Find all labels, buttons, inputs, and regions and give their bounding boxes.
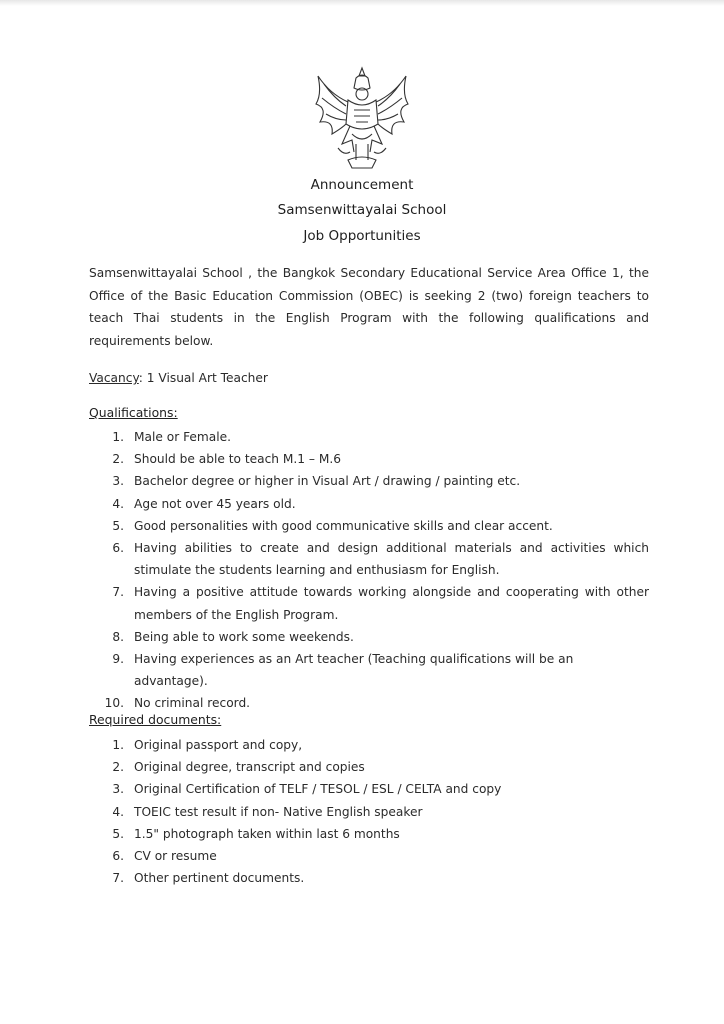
item-number: 8.: [112, 629, 124, 644]
list-item: [89, 470, 649, 492]
item-number: 7.: [112, 871, 124, 886]
list-item: [89, 493, 649, 515]
item-number: 5.: [112, 518, 124, 533]
list-item: [89, 778, 649, 800]
item-text: Bachelor degree or higher in Visual Art / drawing / painting etc.: [134, 474, 521, 489]
item-number: 2.: [112, 760, 124, 775]
item-number: 1.: [112, 430, 124, 444]
list-item: [89, 448, 649, 470]
school-name-heading: Samsenwittayalai School: [277, 202, 447, 218]
item-number: 5.: [112, 826, 124, 841]
job-opportunities-heading: Job Opportunities: [303, 228, 421, 244]
item-number: 10.: [104, 696, 124, 711]
list-item: [89, 537, 649, 581]
required-documents-title: Required documents:: [89, 712, 222, 727]
vacancy-label: Vacancy: [89, 371, 139, 385]
list-item: [89, 801, 649, 823]
list-item: [89, 823, 649, 845]
item-number: 6.: [112, 849, 124, 864]
item-number: 7.: [112, 585, 124, 600]
list-item: [89, 626, 649, 648]
item-text: Other pertinent documents.: [134, 871, 305, 886]
announcement-heading: Announcement: [310, 177, 414, 193]
item-text: Should be able to teach M.1 – M.6: [134, 452, 341, 467]
item-number: 6.: [112, 541, 124, 556]
list-item: [89, 867, 649, 889]
qualifications-title: Qualifications:: [89, 405, 178, 420]
vacancy-value: : 1 Visual Art Teacher: [138, 371, 268, 385]
item-text: CV or resume: [134, 849, 217, 864]
item-text: Original Certification of TELF / TESOL / ESL / CELTA and copy: [134, 782, 502, 797]
item-number: 1.: [112, 738, 124, 752]
list-item: [89, 734, 649, 756]
list-item: [89, 845, 649, 867]
garuda-emblem-icon: [312, 64, 412, 172]
item-number: 3.: [112, 474, 124, 489]
intro-paragraph: Samsenwittayalai School , the Bangkok Secondary Educational Service Area Office 1, the Office of the Basic Education Commission (OBEC) is seeking 2 (two) foreign teachers to teach Thai students in the English Program with the following qualifications and requirements below.: [89, 266, 649, 349]
item-text: TOEIC test result if non- Native English speaker: [134, 804, 423, 819]
item-text: Male or Female.: [134, 430, 232, 444]
item-text: Original passport and copy,: [134, 738, 303, 752]
documents-list: [89, 734, 649, 889]
item-text: Good personalities with good communicative skills and clear accent.: [134, 518, 553, 533]
vacancy-line: [89, 368, 268, 388]
list-item: [89, 648, 649, 692]
item-text: Having experiences as an Art teacher (Teaching qualifications will be an advantage).: [134, 652, 574, 689]
item-text: Being able to work some weekends.: [134, 629, 354, 644]
list-item: [89, 426, 649, 448]
item-number: 4.: [112, 496, 124, 511]
item-number: 2.: [112, 452, 124, 467]
item-text: No criminal record.: [134, 696, 251, 711]
list-item: [89, 756, 649, 778]
item-text: Original degree, transcript and copies: [134, 760, 365, 775]
item-text: 1.5" photograph taken within last 6 months: [134, 826, 400, 841]
item-number: 4.: [112, 804, 124, 819]
qualifications-list: [89, 426, 649, 715]
scan-edge: [0, 0, 724, 6]
item-number: 3.: [112, 782, 124, 797]
item-text: Age not over 45 years old.: [134, 496, 296, 511]
item-number: 9.: [112, 652, 124, 667]
item-text: Having a positive attitude towards working alongside and cooperating with other members of the English Program.: [134, 585, 649, 622]
item-text: Having abilities to create and design additional materials and activities which stimulate the students learning and enthusiasm for English.: [134, 541, 649, 578]
list-item: [89, 581, 649, 625]
list-item: [89, 515, 649, 537]
